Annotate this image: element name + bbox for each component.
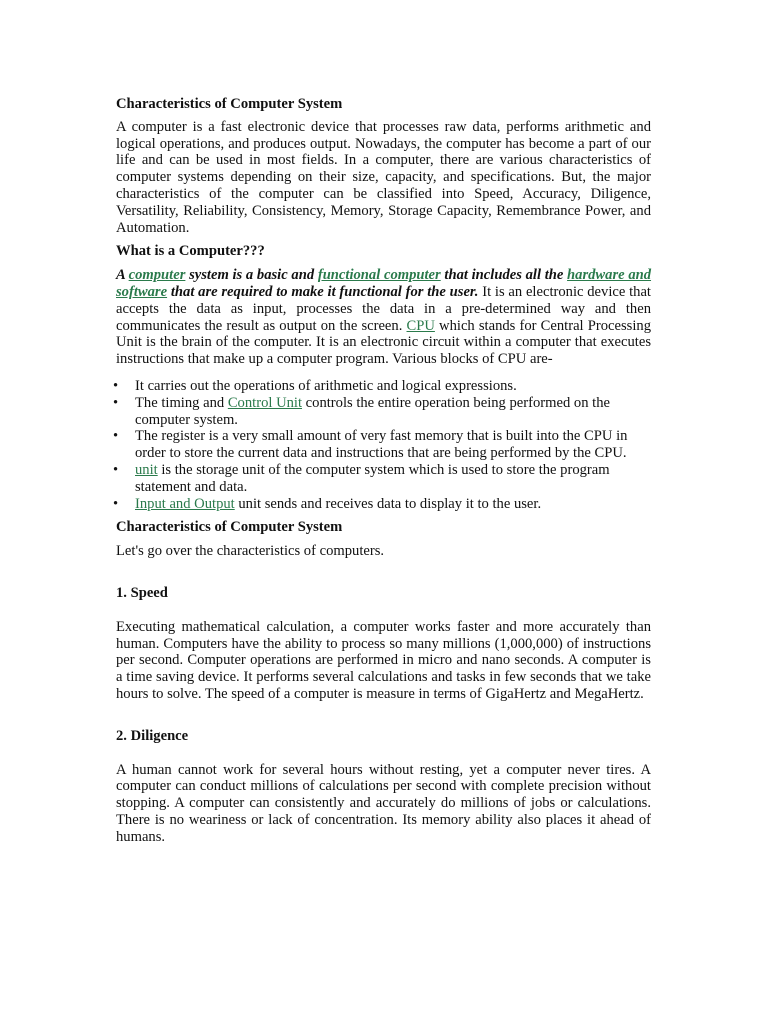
cpu-block-2-post: controls the entire operation being performed on the computer system.: [135, 394, 611, 428]
what-is-text-mid3: that are required to make it functional for the user.: [167, 283, 479, 300]
characteristics-heading: Characteristics of Computer System: [116, 519, 343, 536]
list-item: [116, 395, 651, 429]
intro-paragraph: A computer is a fast electronic device that processes raw data, performs arithmetic and logical operations, and produces output. Nowadays, the computer has become a part of our life and can be used in most fields. In a computer, there are various characteristics of computer systems depending on their size, capacity, and specifications. But, the major characteristics of the computer can be classified into Speed, Accuracy, Diligence, Versatility, Reliability, Consistency, Memory, Storage Capacity, Remembrance Power, and Automation.: [116, 118, 651, 236]
document-page: [116, 96, 651, 845]
what-is-text-rest2: which stands for Central Processing Unit is the brain of the computer. It is an electronic circuit within a computer that executes instructions that make up a computer program. Various blocks of CPU are-: [116, 317, 651, 368]
cpu-block-1-text: It carries out the operations of arithmetic and logical expressions.: [135, 377, 517, 394]
list-item: [116, 496, 651, 513]
list-item: [116, 462, 651, 496]
cpu-link[interactable]: CPU: [406, 317, 435, 334]
unit-link[interactable]: unit: [135, 461, 158, 478]
what-is-text-start: A: [116, 267, 129, 284]
diligence-paragraph: A human cannot work for several hours without resting, yet a computer never tires. A computer can conduct millions of calculations per second with complete precision without stopping. A computer can consistently and accurately do millions of jobs or calculations. There is no weariness or lack of concentration. Its memory ability also places it ahead of humans.: [116, 761, 651, 845]
what-is-text-rest1: It is an electronic device that accepts the data as input, processes the data in a pre-determined way and then communicates the result as output on the screen.: [116, 283, 651, 334]
speed-heading: 1. Speed: [116, 584, 168, 601]
cpu-block-4-post: is the storage unit of the computer system which is used to store the program statement and data.: [135, 461, 610, 495]
characteristics-intro: Let's go over the characteristics of computers.: [116, 543, 385, 560]
cpu-block-2-pre: The timing and: [135, 394, 228, 411]
what-is-paragraph: [116, 267, 651, 368]
cpu-blocks-list: [116, 378, 651, 512]
intro-heading: Characteristics of Computer System: [116, 96, 343, 112]
what-is-text-mid1: system is a basic and: [185, 267, 318, 284]
cpu-block-3-text: The register is a very small amount of very fast memory that is built into the CPU in order to store the current data and instructions that are being performed by the CPU.: [135, 428, 628, 462]
speed-paragraph: Executing mathematical calculation, a computer works faster and more accurately than human. Computers have the ability to process so many millions (1,000,000) of instructions per second. Computer operations are performed in micro and nano seconds. A computer is a time saving device. It performs several calculations and tasks in few seconds that we take hours to solve. The speed of a computer is measure in terms of GigaHertz and MegaHertz.: [116, 618, 651, 702]
cpu-block-5-post: unit sends and receives data to display it to the user.: [234, 495, 542, 512]
functional-computer-link[interactable]: functional computer: [317, 267, 441, 284]
diligence-heading: 2. Diligence: [116, 727, 189, 744]
control-unit-link[interactable]: Control Unit: [227, 394, 303, 411]
what-is-heading: What is a Computer???: [116, 243, 265, 260]
hardware-software-link[interactable]: hardware and software: [116, 267, 652, 300]
list-item: [116, 378, 651, 395]
what-is-text-mid2: that includes all the: [440, 267, 568, 284]
list-item: [116, 428, 651, 462]
computer-link[interactable]: computer: [128, 267, 186, 284]
input-output-link[interactable]: Input and Output: [135, 495, 235, 512]
